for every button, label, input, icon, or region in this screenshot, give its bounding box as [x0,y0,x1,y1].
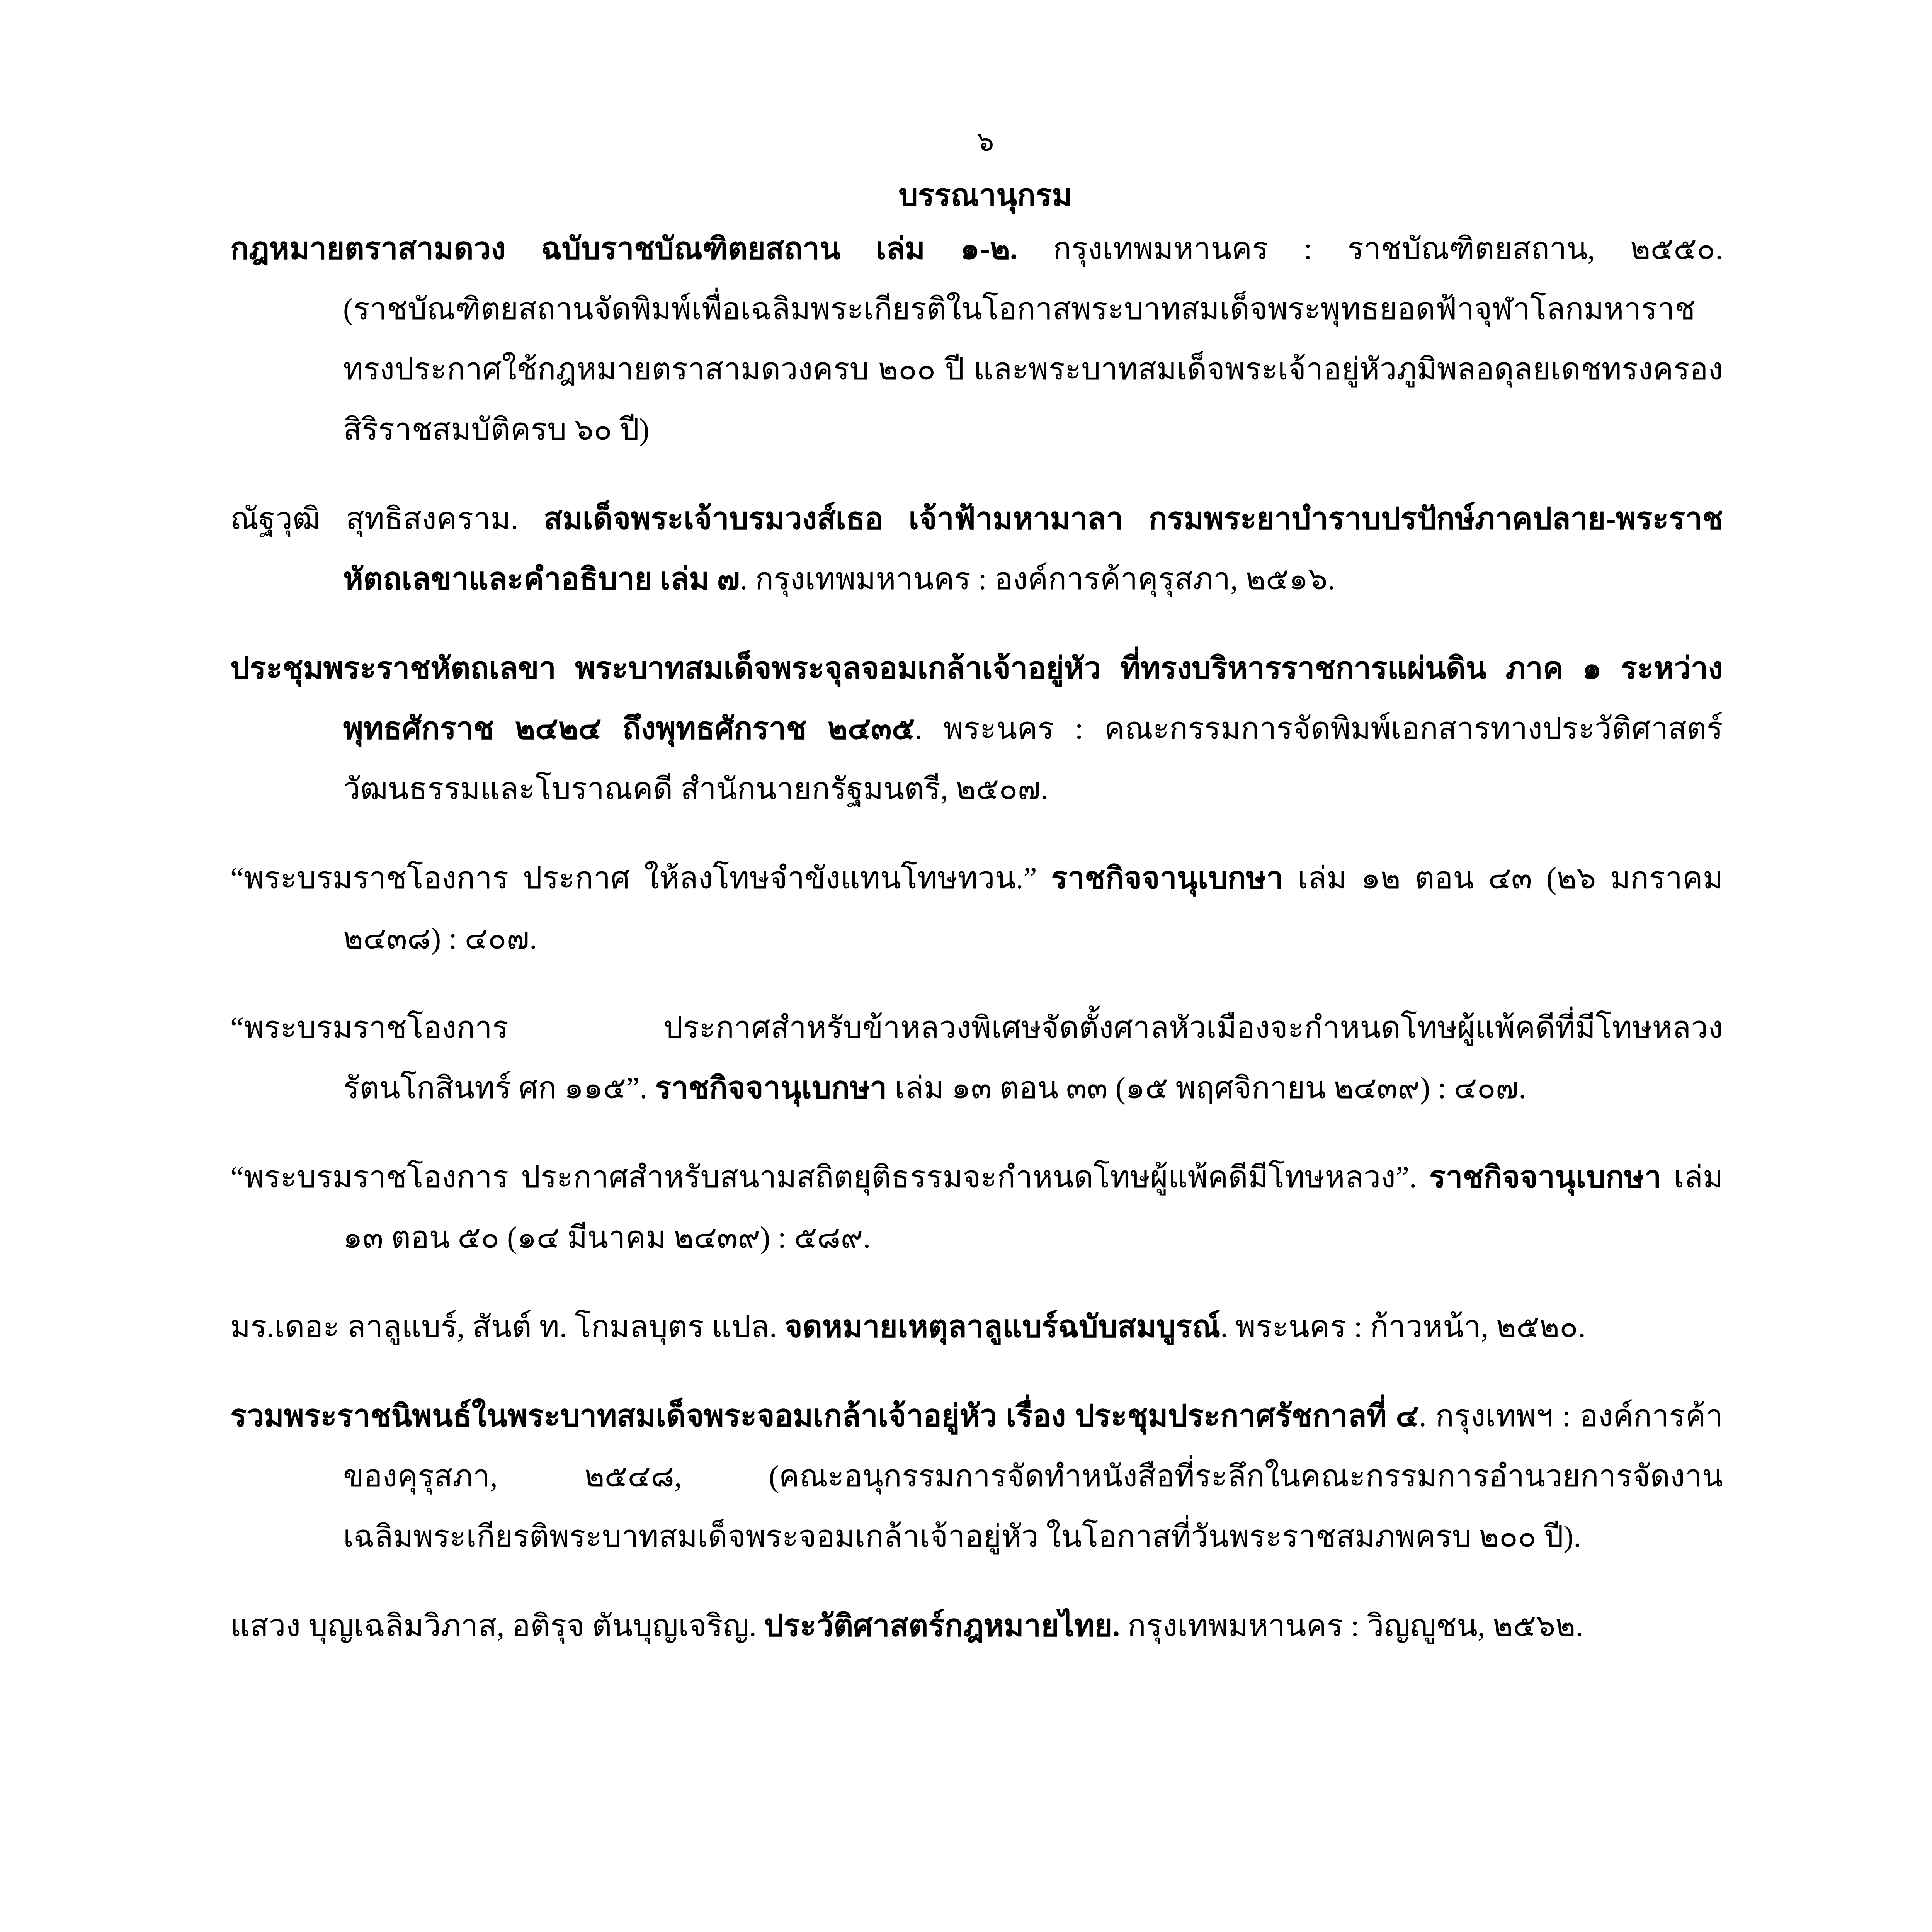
entry-text: . กรุงเทพมหานคร : องค์การค้าคุรุสภา, ๒๕๑๖. [740,563,1335,596]
entry-text: แสวง บุญเฉลิมวิภาส, อติรุจ ตันบุญเจริญ. [230,1609,764,1643]
bibliography-entry [230,1297,1723,1357]
entry-title-text: สมเด็จพระเจ้าบรมวงส์เธอ เจ้าฟ้ามหามาลา กรมพระยาบำราบปรปักษ์ภาคปลาย-พระราชหัตถเลขาและคำอธิบาย เล่ม ๗ [343,502,1723,596]
entry-title-text: ราชกิจจานุเบกษา [1051,862,1284,895]
bibliography-entry [230,639,1723,820]
page-title: บรรณานุกรม [898,179,1072,213]
entry-text: “พระบรมราชโองการ ประกาศ ให้ลงโทษจำขังแทนโทษทวน.” [230,862,1051,895]
entry-text: เล่ม ๑๒ ตอน ๔๓ (๒๖ มกราคม ๒๔๓๘) : ๔๐๗. [343,862,1723,956]
entry-text: เล่ม ๑๓ ตอน ๓๓ (๑๕ พฤศจิกายน ๒๔๓๙) : ๔๐๗. [887,1071,1526,1105]
entry-title-text: จดหมายเหตุลาลูแบร์ฉบับสมบูรณ์ [784,1310,1221,1344]
entry-title-text: รวมพระราชนิพนธ์ในพระบาทสมเด็จพระจอมเกล้าเจ้าอยู่หัว เรื่อง ประชุมประกาศรัชกาลที่ ๔ [230,1400,1419,1433]
entry-text: . พระนคร : ก้าวหน้า, ๒๕๒๐. [1220,1310,1586,1344]
bibliography-entry [230,849,1723,969]
entry-title-text: ราชกิจจานุเบกษา [1429,1161,1662,1194]
entry-text: ณัฐวุฒิ สุทธิสงคราม. [230,502,544,536]
entry-title-text: ประวัติศาสตร์กฎหมายไทย. [764,1609,1120,1643]
bibliography-entry [230,1386,1723,1567]
entry-text: “พระบรมราชโองการ ประกาศสำหรับสนามสถิตยุติธรรมจะกำหนดโทษผู้แพ้คดีมีโทษหลวง”. [230,1161,1429,1194]
entry-text: . กรุงเทพฯ : องค์การค้าของคุรุสภา, ๒๕๔๘, (คณะอนุกรรมการจัดทำหนังสือที่ระลึกในคณะกรรมการอำนวยการจัดงานเฉลิมพระเกียรติพระบาทสมเด็จพระจอมเกล้าเจ้าอยู่หัว ในโอกาสที่วันพระราชสมภพครบ ๒๐๐ ปี). [343,1400,1723,1554]
bibliography-list [230,219,1723,1656]
entry-text: กรุงเทพมหานคร : ราชบัณฑิตยสถาน, ๒๕๕๐. (ราชบัณฑิตยสถานจัดพิมพ์เพื่อเฉลิมพระเกียรติในโอกาสพระบาทสมเด็จพระพุทธยอดฟ้าจุฬาโลกมหาราชทรงประกาศใช้กฎหมายตราสามดวงครบ ๒๐๐ ปี และพระบาทสมเด็จพระเจ้าอยู่หัวภูมิพลอดุลยเดชทรงครองสิริราชสมบัติครบ ๖๐ ปี) [343,232,1723,447]
entry-text: . พระนคร : คณะกรรมการจัดพิมพ์เอกสารทางประวัติศาสตร์ วัฒนธรรมและโบราณคดี สำนักนายกรัฐมนตรี, ๒๕๐๗. [343,712,1723,806]
bibliography-entry [230,1596,1723,1656]
entry-title-text: ประชุมพระราชหัตถเลขา พระบาทสมเด็จพระจุลจอมเกล้าเจ้าอยู่หัว ที่ทรงบริหารราชการแผ่นดิน ภาค ๑ ระหว่างพุทธศักราช ๒๔๒๔ ถึงพุทธศักราช ๒๔๓๕ [230,652,1723,746]
entry-text: เล่ม ๑๓ ตอน ๕๐ (๑๔ มีนาคม ๒๔๓๙) : ๕๘๙. [343,1161,1723,1255]
bibliography-entry [230,489,1723,610]
entry-title-text: ราชกิจจานุเบกษา [655,1071,887,1105]
bibliography-entry [230,1148,1723,1268]
bibliography-entry [230,219,1723,460]
entry-text: มร.เดอะ ลาลูแบร์, สันต์ ท. โกมลบุตร แปล. [230,1310,785,1344]
entry-title-text: กฎหมายตราสามดวง ฉบับราชบัณฑิตยสถาน เล่ม ๑-๒. [230,232,1018,266]
bibliography-entry [230,998,1723,1119]
page-number: ๖ [976,127,994,157]
entry-text: “พระบรมราชโองการ ประกาศสำหรับข้าหลวงพิเศษจัดตั้งศาลหัวเมืองจะกำหนดโทษผู้แพ้คดีที่มีโทษหลวงรัตนโกสินทร์ ศก ๑๑๕”. [230,1011,1723,1105]
entry-text: กรุงเทพมหานคร : วิญญูชน, ๒๕๖๒. [1120,1609,1583,1643]
